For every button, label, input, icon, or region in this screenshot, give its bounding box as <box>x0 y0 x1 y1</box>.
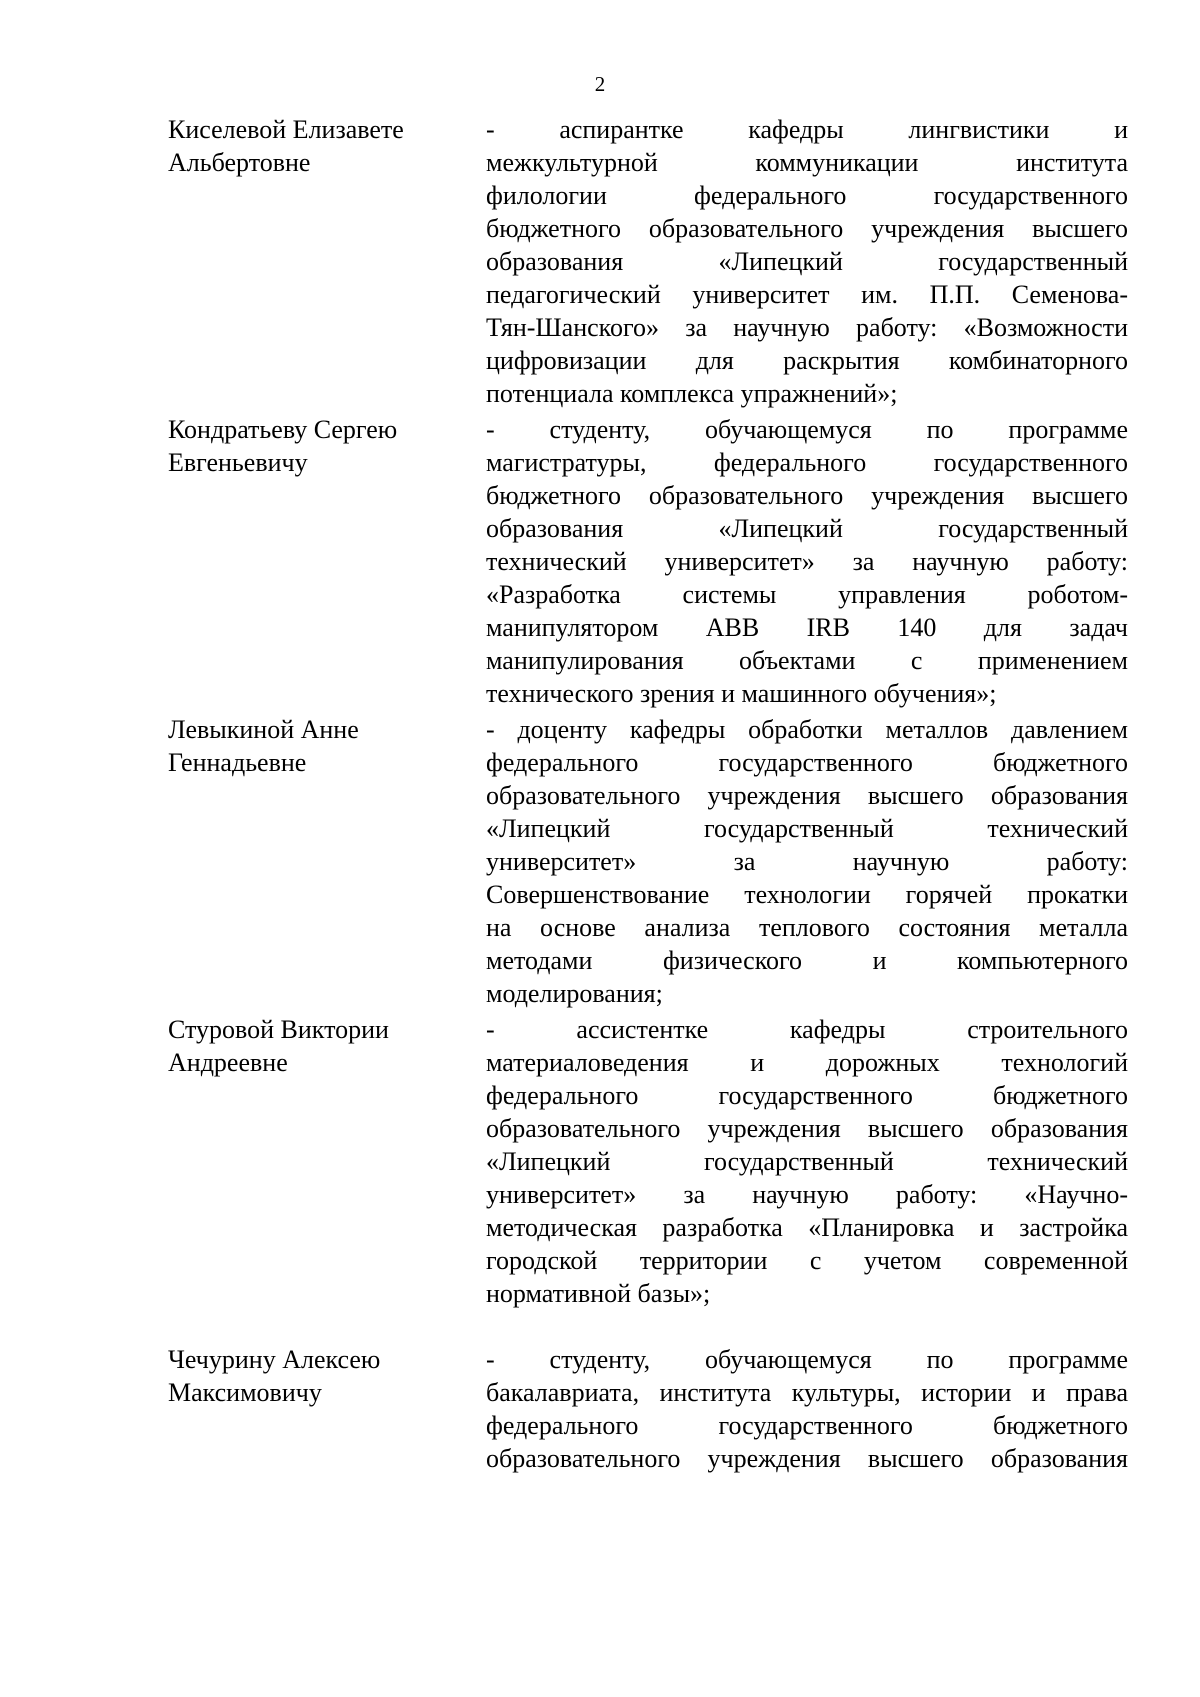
awardee-name <box>168 713 468 779</box>
award-description <box>486 713 1128 1010</box>
award-description-line: «Липецкий государственный технический <box>486 1147 1128 1176</box>
award-description-line: - аспирантке кафедры лингвистики и <box>486 115 1128 144</box>
award-description <box>486 413 1128 710</box>
award-description-line: моделирования; <box>486 979 663 1008</box>
award-description-line: Совершенствование технологии горячей прокатки <box>486 880 1128 909</box>
award-description-line: педагогический университет им. П.П. Семенова- <box>486 280 1128 309</box>
awardee-name-line: Альбертовне <box>168 148 311 177</box>
awardee-name-line: Стуровой Виктории <box>168 1015 389 1044</box>
award-description-line: образовательного учреждения высшего образования <box>486 1444 1128 1473</box>
award-description-line: - ассистентке кафедры строительного <box>486 1015 1128 1044</box>
award-description-line: технический университет» за научную работу: <box>486 547 1128 576</box>
award-description-line: - студенту, обучающемуся по программе <box>486 415 1128 444</box>
award-description-line: бюджетного образовательного учреждения высшего <box>486 214 1128 243</box>
awardee-name-line: Кондратьеву Сергею <box>168 415 398 444</box>
award-description-line: университет» за научную работу: «Научно- <box>486 1180 1128 1209</box>
award-description-line: материаловедения и дорожных технологий <box>486 1048 1128 1077</box>
award-description-line: манипулятором ABB IRB 140 для задач <box>486 613 1128 642</box>
awardee-name-line: Андреевне <box>168 1048 288 1077</box>
award-description-line: потенциала комплекса упражнений»; <box>486 379 898 408</box>
page-number: 2 <box>594 72 606 96</box>
award-description-line: межкультурной коммуникации института <box>486 148 1128 177</box>
award-description-line: бюджетного образовательного учреждения высшего <box>486 481 1128 510</box>
awardee-name-line: Евгеньевичу <box>168 448 308 477</box>
award-description-line: федерального государственного бюджетного <box>486 1081 1128 1110</box>
award-description-line: Тян-Шанского» за научную работу: «Возможности <box>486 313 1128 342</box>
award-description <box>486 113 1128 410</box>
award-description-line: образовательного учреждения высшего образования <box>486 781 1128 810</box>
awardee-name-line: Геннадьевне <box>168 748 307 777</box>
awardee-name <box>168 1343 468 1409</box>
award-description-line: образования «Липецкий государственный <box>486 514 1128 543</box>
award-description-line: федерального государственного бюджетного <box>486 1411 1128 1440</box>
awardee-name <box>168 113 468 179</box>
award-description-line: университет» за научную работу: <box>486 847 1128 876</box>
awardee-name-line: Максимовичу <box>168 1378 322 1407</box>
awardee-name <box>168 413 468 479</box>
award-description-line: магистратуры, федерального государственного <box>486 448 1128 477</box>
awardee-name <box>168 1013 468 1079</box>
award-description-line: бакалавриата, института культуры, истории и права <box>486 1378 1128 1407</box>
award-description-line: методами физического и компьютерного <box>486 946 1128 975</box>
award-description-line: - доценту кафедры обработки металлов давлением <box>486 715 1128 744</box>
award-description-line: филологии федерального государственного <box>486 181 1128 210</box>
award-description-line: манипулирования объектами с применением <box>486 646 1128 675</box>
award-description-line: образования «Липецкий государственный <box>486 247 1128 276</box>
award-description-line: цифровизации для раскрытия комбинаторного <box>486 346 1128 375</box>
award-description-line: технического зрения и машинного обучения»; <box>486 679 997 708</box>
award-description-line: «Липецкий государственный технический <box>486 814 1128 843</box>
award-description-line: методическая разработка «Планировка и застройка <box>486 1213 1128 1242</box>
award-description-line: городской территории с учетом современной <box>486 1246 1128 1275</box>
award-description-line: нормативной базы»; <box>486 1279 711 1308</box>
awardee-name-line: Киселевой Елизавете <box>168 115 404 144</box>
awardee-name-line: Чечурину Алексею <box>168 1345 381 1374</box>
award-description-line: - студенту, обучающемуся по программе <box>486 1345 1128 1374</box>
award-description <box>486 1013 1128 1310</box>
award-description-line: федерального государственного бюджетного <box>486 748 1128 777</box>
awardee-name-line: Левыкиной Анне <box>168 715 359 744</box>
award-description-line: образовательного учреждения высшего образования <box>486 1114 1128 1143</box>
award-description-line: на основе анализа теплового состояния металла <box>486 913 1128 942</box>
award-description-line: «Разработка системы управления роботом- <box>486 580 1128 609</box>
award-description <box>486 1343 1128 1475</box>
